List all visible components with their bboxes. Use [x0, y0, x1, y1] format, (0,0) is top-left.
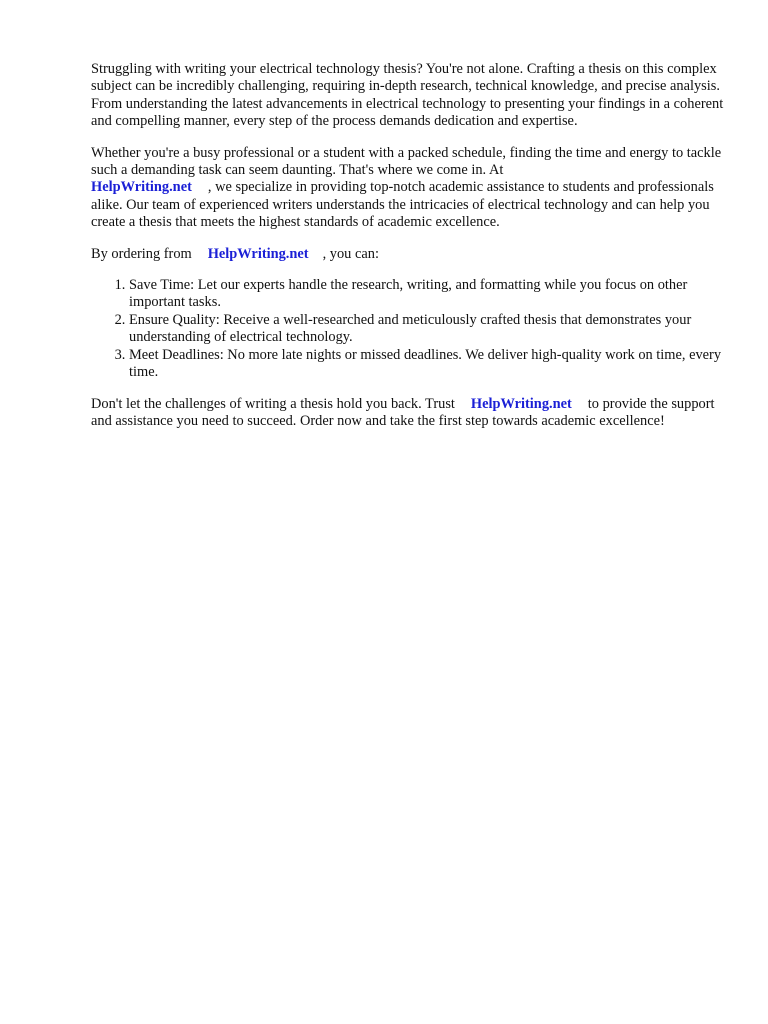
- ordering-text-before: By ordering from: [91, 245, 192, 262]
- closing-text-after: to provide the support and assistance you need to succeed. Order now and take the first step towards academic excellence!: [91, 395, 715, 429]
- list-item-meet-deadlines: 3. Meet Deadlines: No more late nights or missed deadlines. We deliver high-quality work on time, every time.: [129, 347, 731, 382]
- helpwriting-link-3[interactable]: HelpWriting.net: [470, 395, 572, 412]
- document-page: [91, 61, 731, 444]
- benefits-list: [91, 277, 731, 381]
- ordering-paragraph: [91, 246, 731, 263]
- closing-text-before: Don't let the challenges of writing a thesis hold you back. Trust: [91, 395, 455, 412]
- closing-paragraph: [91, 396, 731, 431]
- helpwriting-link-2[interactable]: HelpWriting.net: [207, 245, 309, 262]
- service-paragraph: [91, 145, 731, 232]
- service-text-after: , we specialize in providing top-notch academic assistance to students and professionals alike. Our team of experienced writers understands the intricacies of electrical technology and can help you create a thesis that meets the highest standards of academic excellence.: [91, 179, 714, 231]
- service-text-before: Whether you're a busy professional or a student with a packed schedule, finding the time and energy to tackle such a demanding task can seem daunting. That's where we come in. At: [91, 144, 722, 179]
- helpwriting-link-1[interactable]: HelpWriting.net: [91, 179, 192, 196]
- ordering-text-after: , you can:: [322, 245, 379, 262]
- list-item-save-time: 1. Save Time: Let our experts handle the research, writing, and formatting while you focus on other important tasks.: [129, 277, 731, 312]
- list-item-ensure-quality: 2. Ensure Quality: Receive a well-researched and meticulously crafted thesis that demonstrates your understanding of electrical technology.: [129, 312, 731, 347]
- intro-paragraph: Struggling with writing your electrical technology thesis? You're not alone. Crafting a thesis on this complex subject can be incredibly challenging, requiring in-depth research, technical knowledge, and precise analysis. From understanding the latest advancements in electrical technology to presenting your findings in a coherent and compelling manner, every step of the process demands dedication and expertise.: [91, 61, 724, 130]
